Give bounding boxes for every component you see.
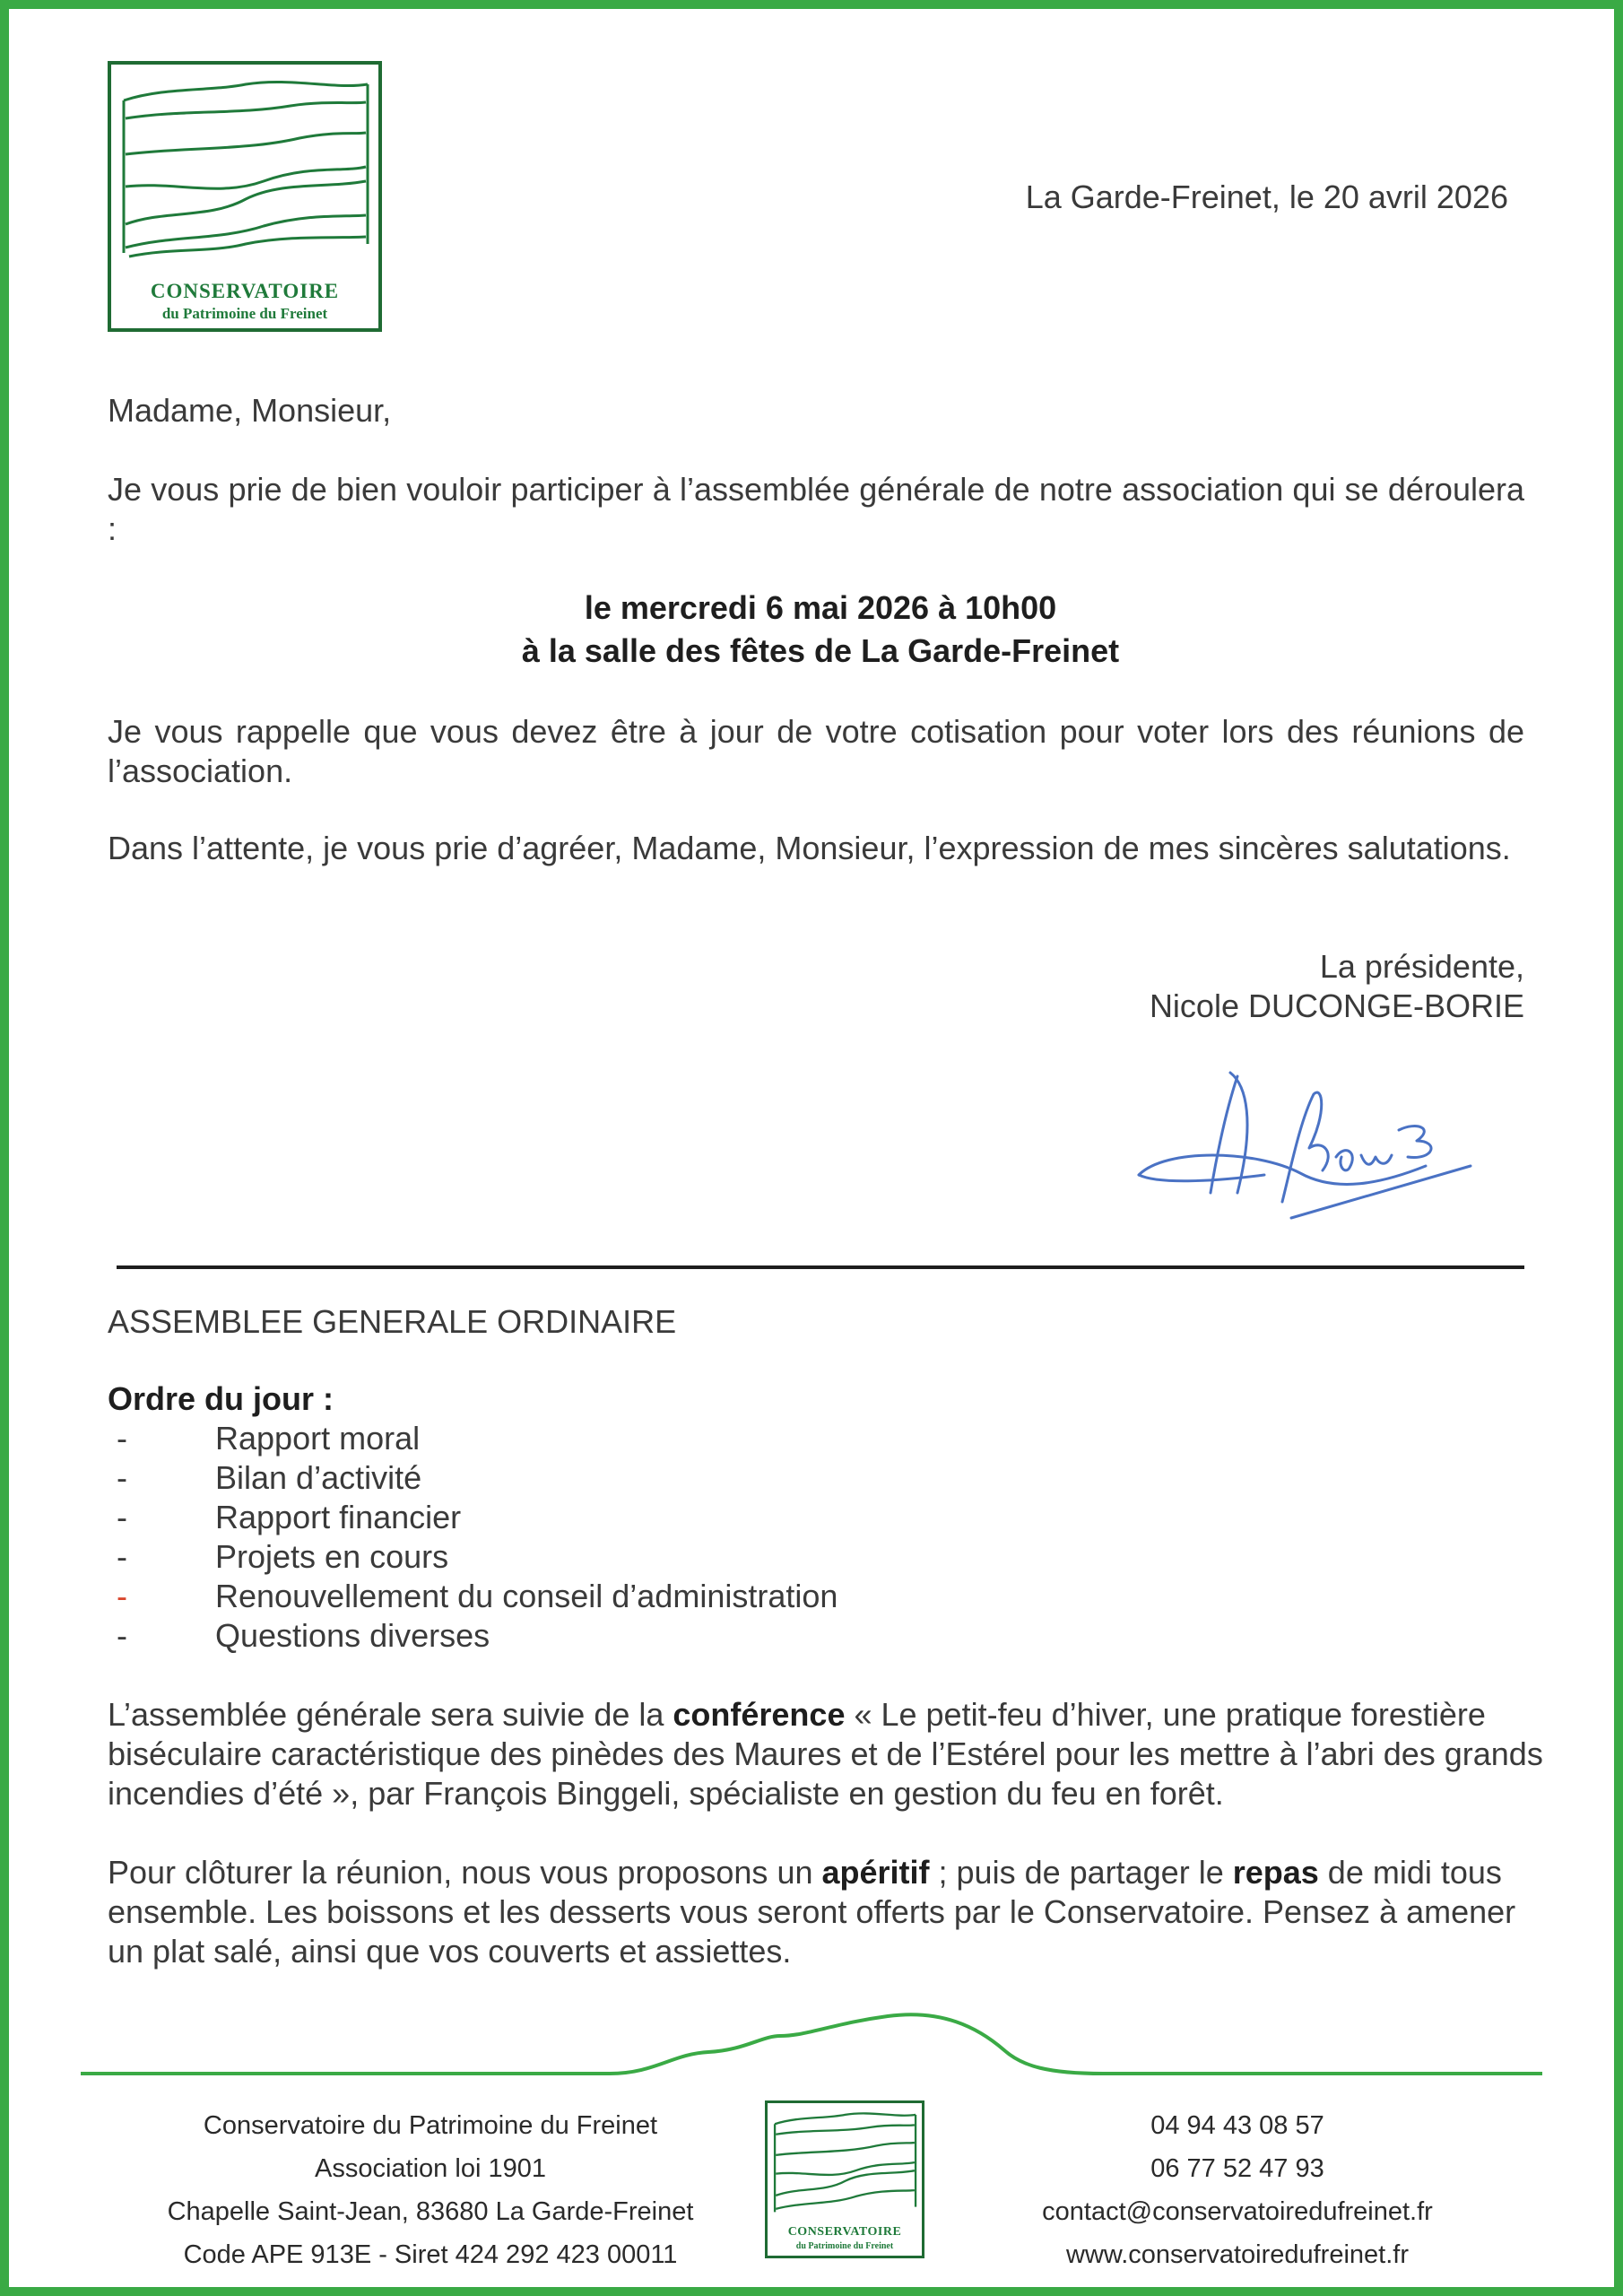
agenda-dash: - [117,1617,127,1654]
conference-text-end: « Le petit-feu d’hiver, une pratique forestière biséculaire caractéristique des pinèdes des Maures et de l’Estérel pour les mettre à l’abri des grands incendies d’été », par François Binggeli, spécialiste en gestion du feu en forêt. [108,1696,1543,1812]
footer-address [108,2104,753,2276]
signatory-name: Nicole DUCONGE-BORIE [1149,987,1524,1024]
footer-logo-subtitle: du Patrimoine du Freinet [795,2241,894,2251]
event-location: à la salle des fêtes de La Garde-Freinet [521,632,1120,669]
agenda-dash: - [117,1499,127,1535]
meal-text-3: de midi tous ensemble. Les boissons et les desserts vous seront offerts par le Conservatoire. Pensez à amener un plat salé, ainsi que vos couverts et assiettes. [108,1854,1516,1970]
intro-paragraph: Je vous prie de bien vouloir participer à l’assemblée générale de notre association qui se déroulera : [108,471,1524,547]
footer-website-link[interactable]: www.conservatoiredufreinet.fr [1066,2240,1409,2269]
meal-text-2: ; puis de partager le [929,1854,1233,1891]
event-date: le mercredi 6 mai 2026 à 10h00 [584,589,1057,626]
logo-subtitle: du Patrimoine du Freinet [161,305,328,322]
logo-title: CONSERVATOIRE [150,280,340,302]
footer-hill-line [81,2000,1551,2081]
footer-org-type: Association loi 1901 [315,2154,546,2183]
meal-text-1: Pour clôturer la réunion, nous vous proposons un [108,1854,822,1891]
closing-paragraph: Dans l’attente, je vous prie d’agréer, Madame, Monsieur, l’expression de mes sincères salutations. [108,830,1511,866]
meal-keyword: repas [1232,1854,1319,1891]
date-line: La Garde-Freinet, le 20 avril 2026 [1025,178,1508,215]
footer-logo [765,2100,924,2258]
agenda-item-label: Renouvellement du conseil d’administration [215,1578,838,1614]
footer-logo-title: CONSERVATOIRE [787,2225,902,2239]
agenda-heading [108,1379,334,1419]
agenda-dash: - [117,1538,127,1575]
agenda-dash: - [117,1420,127,1457]
handwritten-signature [1130,1067,1480,1229]
footer-phone-1: 04 94 43 08 57 [1150,2111,1324,2140]
reminder-paragraph: Je vous rappelle que vous devez être à jour de votre cotisation pour voter lors des réunions de l’association. [108,713,1524,789]
conference-text-start: L’assemblée générale sera suivie de la [108,1696,673,1733]
footer-contact [959,2104,1515,2276]
signatory-title: La présidente, [1319,948,1524,985]
meal-paragraph [108,1853,1533,1971]
section-title: ASSEMBLEE GENERALE ORDINAIRE [108,1303,677,1340]
footer-phone-2: 06 77 52 47 93 [1150,2154,1324,2183]
agenda-heading-text: Ordre du jour : [108,1380,334,1417]
section-divider [117,1265,1524,1269]
agenda-item-label: Rapport financier [215,1499,462,1535]
agenda-item-label: Rapport moral [215,1420,421,1457]
footer-email-link[interactable]: contact@conservatoiredufreinet.fr [1042,2197,1433,2226]
agenda-dash: - [117,1578,127,1614]
agenda-item-label: Bilan d’activité [215,1459,422,1496]
footer-registration: Code APE 913E - Siret 424 292 423 00011 [183,2240,678,2269]
salutation: Madame, Monsieur, [108,392,392,429]
footer-org-name: Conservatoire du Patrimoine du Freinet [203,2111,658,2140]
agenda-item-label: Questions diverses [215,1617,490,1654]
conservatoire-logo [108,61,382,332]
aperitif-keyword: apéritif [821,1854,930,1891]
conference-paragraph [108,1695,1607,1813]
conference-keyword: conférence [673,1696,846,1733]
agenda-item-label: Projets en cours [215,1538,449,1575]
footer-address-line: Chapelle Saint-Jean, 83680 La Garde-Freinet [167,2197,694,2226]
agenda-dash: - [117,1459,127,1496]
